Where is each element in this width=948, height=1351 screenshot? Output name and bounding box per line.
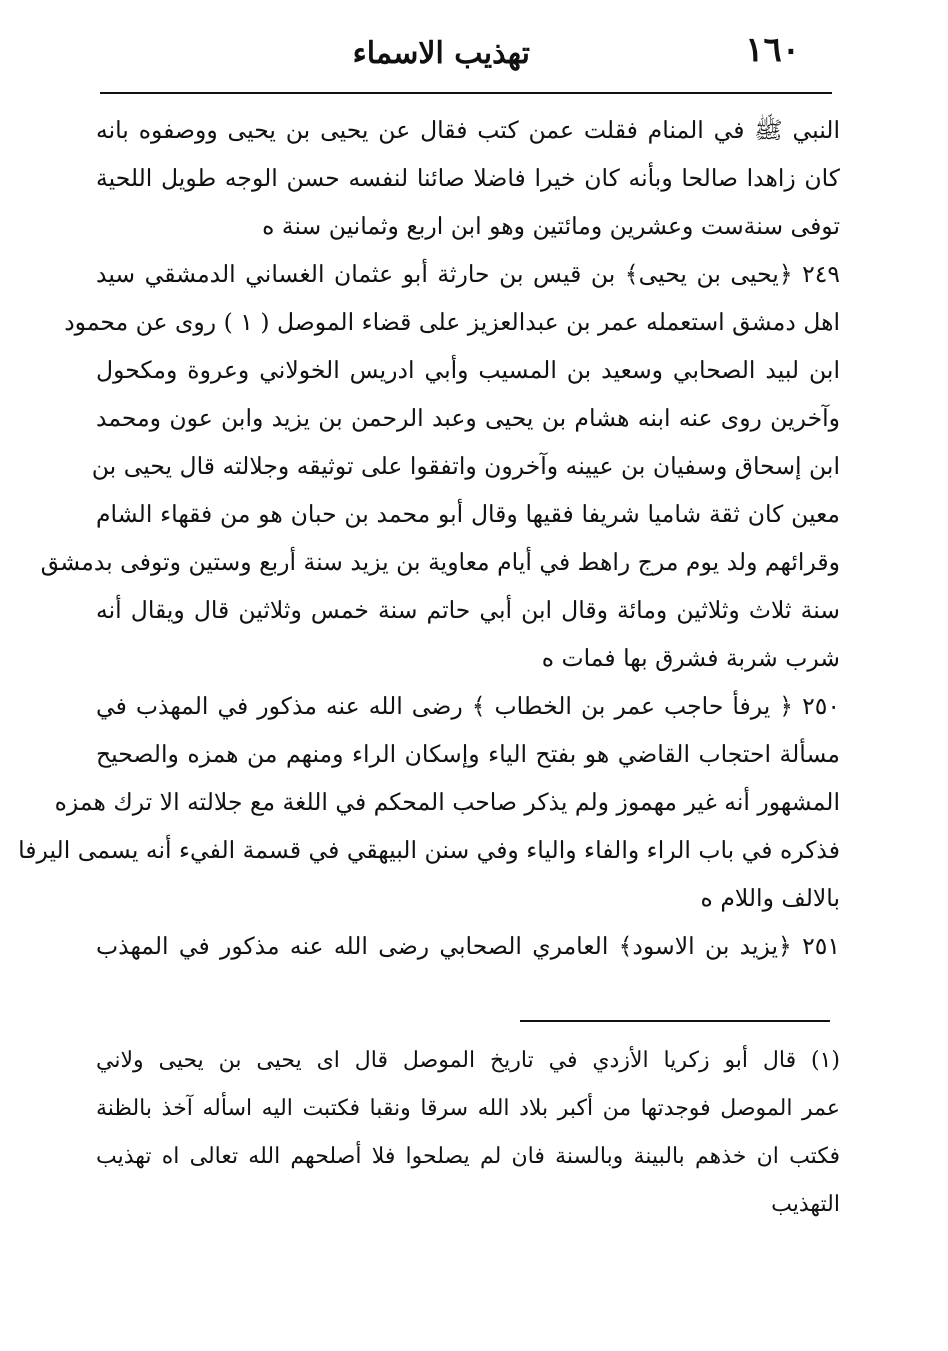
text-line: فذكره في باب الراء والفاء والياء وفي سنن البيهقي في قسمة الفيء أنه يسمى اليرفا [18,836,840,864]
main-text [18,106,840,970]
footnote-line: التهذيب [771,1192,840,1217]
text-line: المشهور أنه غير مهموز ولم يذكر صاحب المحكم في اللغة مع جلالته الا ترك همزه [54,788,840,816]
running-title: تهذيب الاسماء [352,36,530,71]
entry-249-line: ٢٤٩ ﴿يحيى بن يحيى﴾ بن قيس بن حارثة أبو عثمان الغساني الدمشقي سيد [96,260,840,288]
text-line: ابن لبيد الصحابي وسعيد بن المسيب وأبي ادريس الخولاني وعروة ومكحول [96,356,840,384]
page-number: ١٦٠ [745,30,800,70]
text-line: مسألة احتجاب القاضي هو بفتح الياء وإسكان الراء ومنهم من همزه والصحيح [96,740,840,768]
footnote-line: (١) قال أبو زكريا الأزدي في تاريخ الموصل قال اى يحيى بن يحيى ولاني [96,1048,840,1073]
entry-251-line: ٢٥١ ﴿يزيد بن الاسود﴾ العامري الصحابي رضى الله عنه مذكور في المهذب [96,932,840,960]
page-header [100,30,800,80]
footnote-line: فكتب ان خذهم بالبينة وبالسنة فان لم يصلحوا فلا أصلحهم الله تعالى اه تهذيب [96,1144,840,1169]
text-line: بالالف واللام ه [700,884,840,912]
text-line: معين كان ثقة شاميا شريفا فقيها وقال أبو محمد بن حبان هو من فقهاء الشام [96,500,840,528]
text-line: كان زاهدا صالحا وبأنه كان خيرا فاضلا صائنا لنفسه حسن الوجه طويل اللحية [96,164,840,192]
footnotes [96,1037,840,1229]
text-line: سنة ثلاث وثلاثين ومائة وقال ابن أبي حاتم سنة خمس وثلاثين قال ويقال أنه [96,596,840,624]
text-line: شرب شربة فشرق بها فمات ه [541,644,840,672]
footnote-rule [520,1020,830,1022]
text-line: النبي ﷺ في المنام فقلت عمن كتب فقال عن يحيى بن يحيى ووصفوه بانه [96,116,840,144]
text-line: توفى سنةست وعشرين ومائتين وهو ابن اربع وثمانين سنة ه [262,212,840,240]
entry-250-line: ٢٥٠ ﴿ يرفأ حاجب عمر بن الخطاب ﴾ رضى الله عنه مذكور في المهذب في [96,692,840,720]
text-line: اهل دمشق استعمله عمر بن عبدالعزيز على قضاء الموصل ( ١ ) روى عن محمود [64,308,840,336]
text-line: وقرائهم ولد يوم مرج راهط في أيام معاوية بن يزيد سنة أربع وستين وتوفى بدمشق [40,548,840,576]
text-line: وآخرين روى عنه ابنه هشام بن يحيى وعبد الرحمن بن يزيد وابن عون ومحمد [96,404,840,432]
header-rule [100,92,832,94]
footnote-line: عمر الموصل فوجدتها من أكبر بلاد الله سرقا ونقبا فكتبت اليه اسأله آخذ بالظنة [96,1096,840,1121]
text-line: ابن إسحاق وسفيان بن عيينه وآخرون واتفقوا على توثيقه وجلالته قال يحيى بن [91,452,840,480]
